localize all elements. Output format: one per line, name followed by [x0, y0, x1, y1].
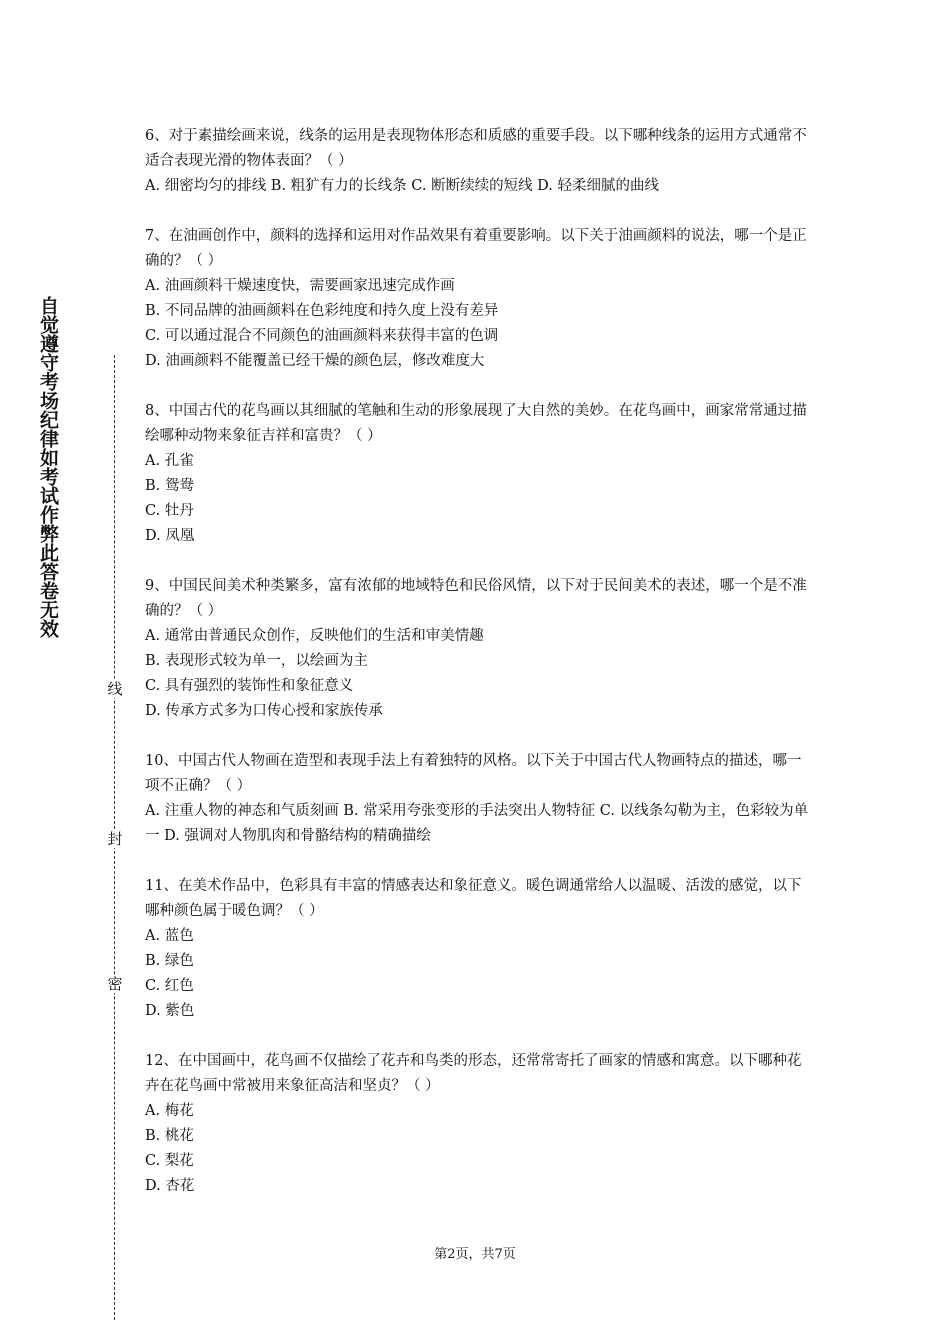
seal-mark-seal: 封	[107, 830, 123, 848]
option-a: A. 梅花	[145, 1103, 194, 1119]
option-b: B. 桃花	[145, 1128, 194, 1144]
page-number: 第2页，共7页	[434, 1247, 516, 1262]
question-8	[145, 399, 813, 549]
option-d: D. 传承方式多为口传心授和家族传承	[145, 703, 383, 719]
option-b: B. 鸳鸯	[145, 478, 194, 494]
question-options-inline: A. 细密均匀的排线 B. 粗犷有力的长线条 C. 断断续续的短线 D. 轻柔细腻的曲线	[145, 178, 660, 194]
option-c: C. 具有强烈的装饰性和象征意义	[145, 678, 354, 694]
option-c: C. 可以通过混合不同颜色的油画颜料来获得丰富的色调	[145, 328, 499, 344]
option-a: A. 通常由普通民众创作，反映他们的生活和审美情趣	[145, 628, 484, 644]
option-d: D. 紫色	[145, 1003, 195, 1019]
question-12	[145, 1049, 813, 1199]
option-a: A. 孔雀	[145, 453, 194, 469]
option-c: C. 红色	[145, 978, 194, 994]
option-d: D. 凤凰	[145, 528, 195, 544]
question-stem: 7、在油画创作中，颜料的选择和运用对作品效果有着重要影响。以下关于油画颜料的说法，哪一个是正确的？（ ）	[145, 228, 807, 269]
question-11	[145, 874, 813, 1024]
option-a: A. 油画颜料干燥速度快，需要画家迅速完成作画	[145, 278, 455, 294]
seal-mark-line: 线	[107, 680, 123, 698]
option-c: C. 梨花	[145, 1153, 194, 1169]
option-b: B. 绿色	[145, 953, 194, 969]
question-stem: 8、中国古代的花鸟画以其细腻的笔触和生动的形象展现了大自然的美妙。在花鸟画中，画家常常通过描绘哪种动物来象征吉祥和富贵？（ ）	[145, 403, 807, 444]
question-stem: 11、在美术作品中，色彩具有丰富的情感表达和象征意义。暖色调通常给人以温暖、活泼的感觉，以下哪种颜色属于暖色调？（ ）	[145, 878, 802, 919]
option-c: C. 牡丹	[145, 503, 194, 519]
question-options-inline: A. 注重人物的神态和气质刻画 B. 常采用夸张变形的手法突出人物特征 C. 以线条勾勒为主，色彩较为单一 D. 强调对人物肌肉和骨骼结构的精确描绘	[145, 803, 809, 844]
option-b: B. 表现形式较为单一，以绘画为主	[145, 653, 368, 669]
question-10	[145, 749, 813, 849]
option-d: D. 油画颜料不能覆盖已经干燥的颜色层，修改难度大	[145, 353, 485, 369]
exam-notice-vertical: 自觉遵守考场纪律如考试作弊此答卷无效	[37, 296, 59, 638]
question-6	[145, 124, 813, 199]
option-b: B. 不同品牌的油画颜料在色彩纯度和持久度上没有差异	[145, 303, 499, 319]
option-a: A. 蓝色	[145, 928, 194, 944]
question-stem: 9、中国民间美术种类繁多，富有浓郁的地域特色和民俗风情，以下对于民间美术的表述，哪一个是不准确的？（ ）	[145, 578, 807, 619]
option-d: D. 杏花	[145, 1178, 195, 1194]
question-stem: 6、对于素描绘画来说，线条的运用是表现物体形态和质感的重要手段。以下哪种线条的运用方式通常不适合表现光滑的物体表面？（ ）	[145, 128, 807, 169]
seal-mark-secret: 密	[107, 975, 123, 993]
question-list	[145, 124, 813, 1224]
question-stem: 10、中国古代人物画在造型和表现手法上有着独特的风格。以下关于中国古代人物画特点的描述，哪一项不正确？（ ）	[145, 753, 802, 794]
question-7	[145, 224, 813, 374]
question-stem: 12、在中国画中，花鸟画不仅描绘了花卉和鸟类的形态，还常常寄托了画家的情感和寓意。以下哪种花卉在花鸟画中常被用来象征高洁和坚贞？（ ）	[145, 1053, 802, 1094]
question-9	[145, 574, 813, 724]
